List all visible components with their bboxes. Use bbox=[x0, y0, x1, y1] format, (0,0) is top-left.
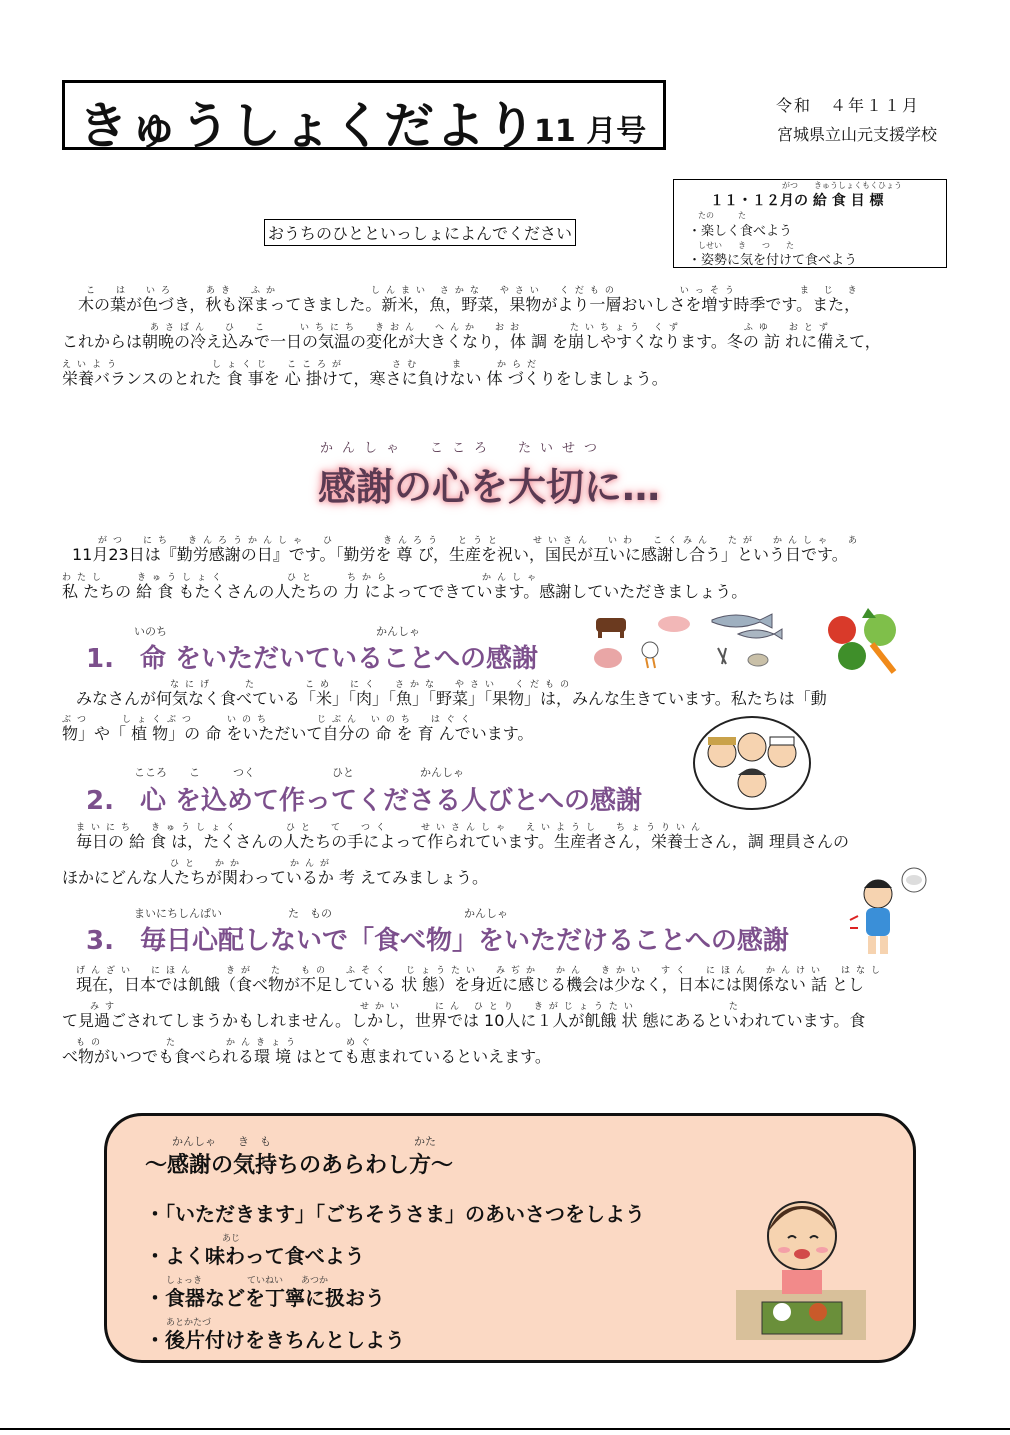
gratitude-title: ～感謝の気持ちのあらわし方～ bbox=[145, 1153, 454, 1178]
ruby-text: げんざい にほん きが た もの ふそく じょうたい みぢか かん きかい すく にほん かんけい はなし bbox=[76, 966, 887, 976]
workers-icon bbox=[692, 713, 812, 813]
hungry-boy-icon bbox=[848, 866, 938, 958]
school-name: 宮城県立山元支援学校 bbox=[777, 125, 938, 144]
ruby-text: あじ bbox=[222, 1234, 241, 1244]
vegetables-icon bbox=[822, 604, 902, 676]
ruby-text: ひと かか かんが bbox=[170, 859, 336, 869]
gratitude-item: ・後片付けをきちんとしよう bbox=[145, 1328, 405, 1352]
ruby-text: こ は いろ あき ふか しんまい さかな やさい くだもの いっそう ま じ き bbox=[86, 286, 863, 296]
ruby-text: しょっき ていねい あつか bbox=[166, 1276, 329, 1286]
ruby-text: がつ きゅうしょくもくひょう bbox=[782, 181, 902, 190]
section-2-line: ほかにどんな人たちが関わっているか 考 えてみましょう。 bbox=[62, 868, 489, 887]
ruby-text: あとかたづ bbox=[166, 1318, 212, 1328]
ruby-text: ぶつ しょくぶつ いのち じぶん いのち はぐく bbox=[62, 715, 476, 725]
ruby-text: しせい き つ た bbox=[698, 241, 794, 250]
intro-line: 栄養バランスのとれた 食 事を 心 掛けて，寒さに負けない 体 づくりをしましょう。 bbox=[62, 369, 668, 388]
ruby-text: わたし きゅうしょく ひと ちから かんしゃ bbox=[62, 573, 543, 583]
section-1-heading: 1. 命 をいただいていることへの感謝 bbox=[86, 644, 538, 674]
section-intro-line: 11月23日は『勤労感謝の日』です。「勤労を 尊 び，生産を祝い，国民が互いに感謝し合う」という日です。 bbox=[72, 545, 848, 564]
ruby-text: あさばん ひ こ いちにち きおん へんか おお たいちょう くず ふゆ おとず bbox=[150, 323, 834, 333]
newsletter-title: きゅうしょくだより bbox=[78, 97, 537, 155]
gratitude-item: ・よく味わって食べよう bbox=[145, 1244, 365, 1268]
gratitude-item: ・「いただきます」「ごちそうさま」のあいさつをしよう bbox=[145, 1202, 645, 1226]
ruby-text: たの た bbox=[698, 211, 746, 220]
section-3-line: べ物がいつでも食べられる環 境 はとても恵まれているといえます。 bbox=[62, 1047, 551, 1066]
section-1-line: 物」や「 植 物」の 命 をいただいて自分の 命 を 育 んでいます。 bbox=[62, 724, 534, 743]
gratitude-item: ・食器などを丁寧に扱おう bbox=[145, 1286, 385, 1310]
ruby-text: かんしゃ き も かた bbox=[172, 1135, 436, 1148]
ruby-text: みす せかい にん ひとり きがじょうたい た bbox=[90, 1002, 744, 1012]
heading-ruby: かんしゃ こころ たいせつ bbox=[320, 441, 607, 456]
ruby-text: がつ にち きんろうかんしゃ ひ きんろう とうと せいさん いわ こくみん たが かんしゃ あ bbox=[98, 536, 864, 546]
section-3-line: 現在，日本では飢餓（食べ物が不足している 状 態）を身近に感じる機会は少なく，日本には関係ない 話 とし bbox=[76, 975, 865, 994]
ruby-text: こころ こ つく ひと かんしゃ bbox=[134, 766, 464, 779]
ruby-text: もの た かんきょう めぐ bbox=[76, 1038, 377, 1048]
goal-item: ・姿勢に気を付けて食べよう bbox=[688, 253, 858, 268]
fish-icon bbox=[708, 608, 790, 674]
ruby-text: まいにち きゅうしょく ひと て つく せいさんしゃ えいようし ちょうりいん bbox=[76, 823, 707, 833]
section-2-line: 毎日の 給 食 は，たくさんの人たちの手によって作られています。生産者さん，栄養士さん，調 理員さんの bbox=[76, 832, 849, 851]
read-together-banner: おうちのひとといっしょによんでください bbox=[264, 219, 576, 246]
intro-line: これからは朝晩の冷え込みで一日の気温の変化が大きくなり，体 調 を崩しやすくなります。冬の 訪 れに備えて， bbox=[62, 332, 881, 351]
section-3-line: て見過ごされてしまうかもしれません。しかし，世界では 10人に１人が飢餓 状 態にあるといわれています。食 bbox=[62, 1011, 866, 1030]
ruby-text: なにげ た こめ にく さかな やさい くだもの bbox=[170, 680, 576, 690]
section-intro-line: 私 たちの 給 食 もたくさんの人たちの 力 によってできています。感謝していただきましょう。 bbox=[62, 582, 748, 601]
ruby-text: まいにちしんぱい た もの かんしゃ bbox=[134, 907, 508, 920]
goal-item: ・楽しく食べよう bbox=[688, 224, 793, 239]
intro-line: 木の葉が色づき，秋も深まってきました。新米，魚，野菜，果物がより一層おいしさを増す時季です。また， bbox=[78, 295, 861, 314]
section-1-line: みなさんが何気なく食べている「米」「肉」「魚」「野菜」「果物」は，みんな生きています。私たちは「動 bbox=[76, 689, 827, 708]
issue-label: 11 月号 bbox=[534, 114, 647, 149]
monthly-goals-title: １１・１２月の 給 食 目 標 bbox=[710, 193, 884, 209]
section-heading: 感謝の心を大切に… bbox=[318, 465, 661, 509]
page-bottom-rule bbox=[0, 1428, 1010, 1430]
section-3-heading: 3. 毎日心配しないで「食べ物」をいただけることへの感謝 bbox=[86, 926, 789, 956]
farm-animals-icon bbox=[590, 610, 700, 680]
issue-date: 令和 ４年１１月 bbox=[776, 96, 921, 115]
section-2-heading: 2. 心 を込めて作ってくださる人びとへの感謝 bbox=[86, 786, 642, 816]
grateful-girl-icon bbox=[732, 1192, 872, 1342]
ruby-text: えいよう しょくじ こころが さむ ま からだ bbox=[62, 360, 543, 370]
ruby-text: いのち かんしゃ bbox=[134, 625, 420, 638]
